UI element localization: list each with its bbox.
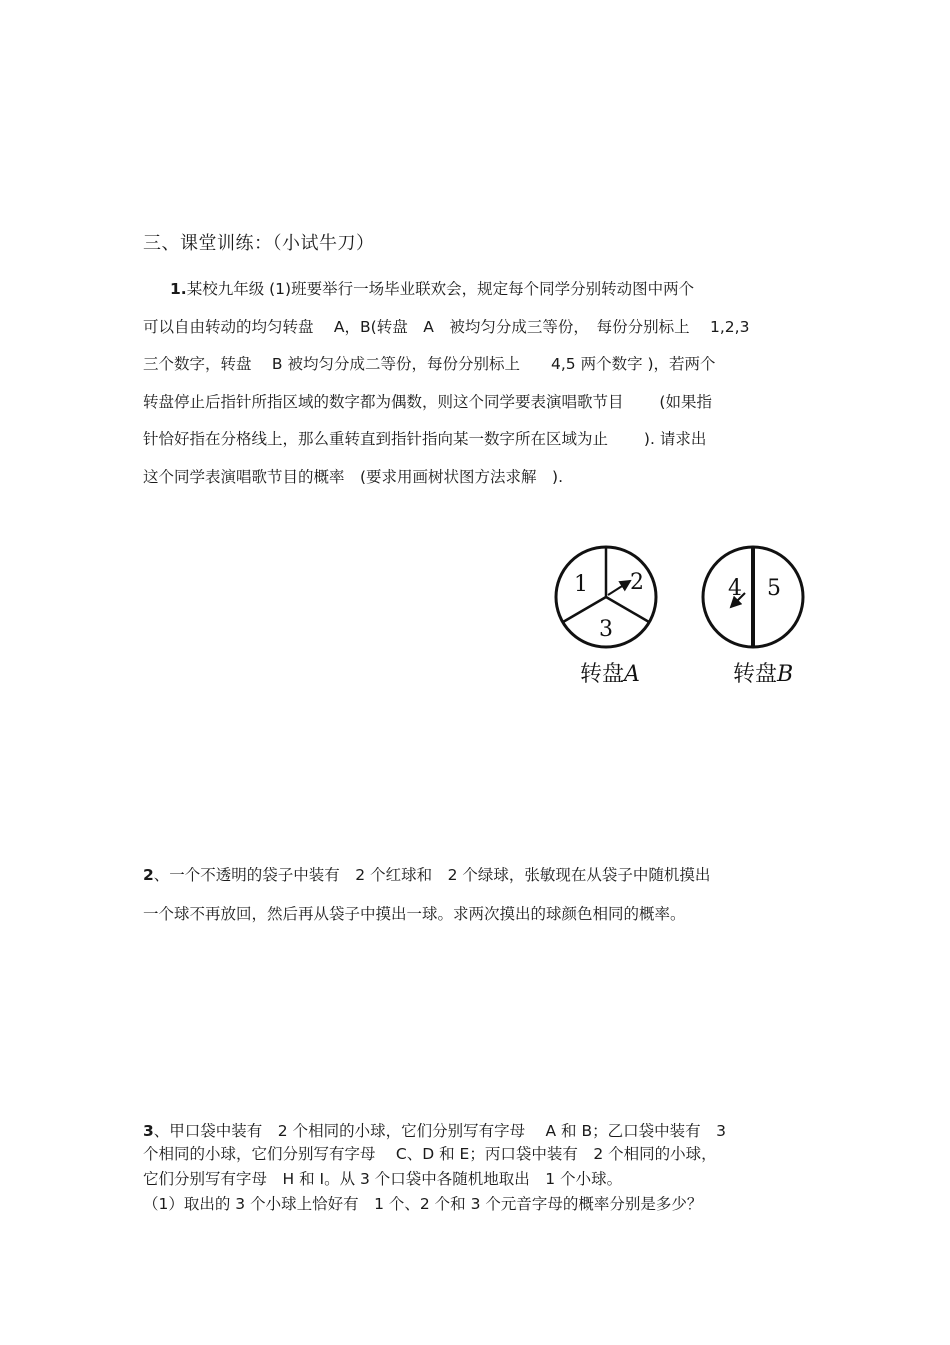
q3-number: 3 [143, 1122, 154, 1140]
spinner-a-label-2: 2 [630, 570, 644, 595]
spinner-a-label-1: 1 [574, 572, 588, 597]
q1-number: 1. [170, 280, 187, 298]
q3-line-3: 它们分别写有字母 H 和 I。从 3 个口袋中各随机地取出 1 个小球。 [143, 1170, 623, 1188]
q2-line-2: 一个球不再放回，然后再从袋子中摸出一球。求两次摸出的球颜色相同的概率。 [143, 905, 686, 923]
q2-line-1: 2、一个不透明的袋子中装有 2 个红球和 2 个绿球，张敏现在从袋子中随机摸出 [143, 866, 711, 884]
q1-line-6: 这个同学表演唱歌节目的概率 (要求用画树状图方法求解 ). [143, 468, 564, 486]
q1-line-3: 三个数字，转盘 B 被均匀分成二等份，每份分别标上 4,5 两个数字 )，若两个 [143, 355, 716, 373]
section-title: 三、课堂训练：（小试牛刀） [143, 233, 375, 254]
spinner-a-label-3: 3 [599, 617, 613, 642]
spinner-diagram [548, 537, 818, 697]
spinner-b-label-5: 5 [767, 576, 781, 601]
spinner-a-caption: 转盘A [580, 662, 640, 687]
spinner-b [703, 547, 803, 687]
q3-line-4: （1）取出的 3 个小球上恰好有 1 个、2 个和 3 个元音字母的概率分别是多少？ [143, 1195, 703, 1213]
q1-line-4: 转盘停止后指针所指区域的数字都为偶数，则这个同学要表演唱歌节目 (如果指 [143, 393, 712, 411]
q3-line-2: 个相同的小球，它们分别写有字母 C、D 和 E；丙口袋中装有 2 个相同的小球， [143, 1145, 717, 1163]
q2-number: 2 [143, 866, 154, 884]
spinner-b-caption: 转盘B [733, 662, 794, 687]
spinner-a [556, 547, 656, 687]
q3-line-1: 3、甲口袋中装有 2 个相同的小球，它们分别写有字母 A 和 B；乙口袋中装有 3 [143, 1122, 726, 1140]
spinner-b-label-4: 4 [728, 576, 742, 601]
q1-line-1: 1.某校九年级 (1)班要举行一场毕业联欢会，规定每个同学分别转动图中两个 [170, 280, 695, 298]
q1-line-5: 针恰好指在分格线上，那么重转直到指针指向某一数字所在区域为止 ). 请求出 [143, 430, 707, 448]
q1-line-2: 可以自由转动的均匀转盘 A，B(转盘 A 被均匀分成三等份， 每份分别标上 1,2,3 [143, 318, 750, 336]
pointer-arrow-a [608, 581, 630, 595]
